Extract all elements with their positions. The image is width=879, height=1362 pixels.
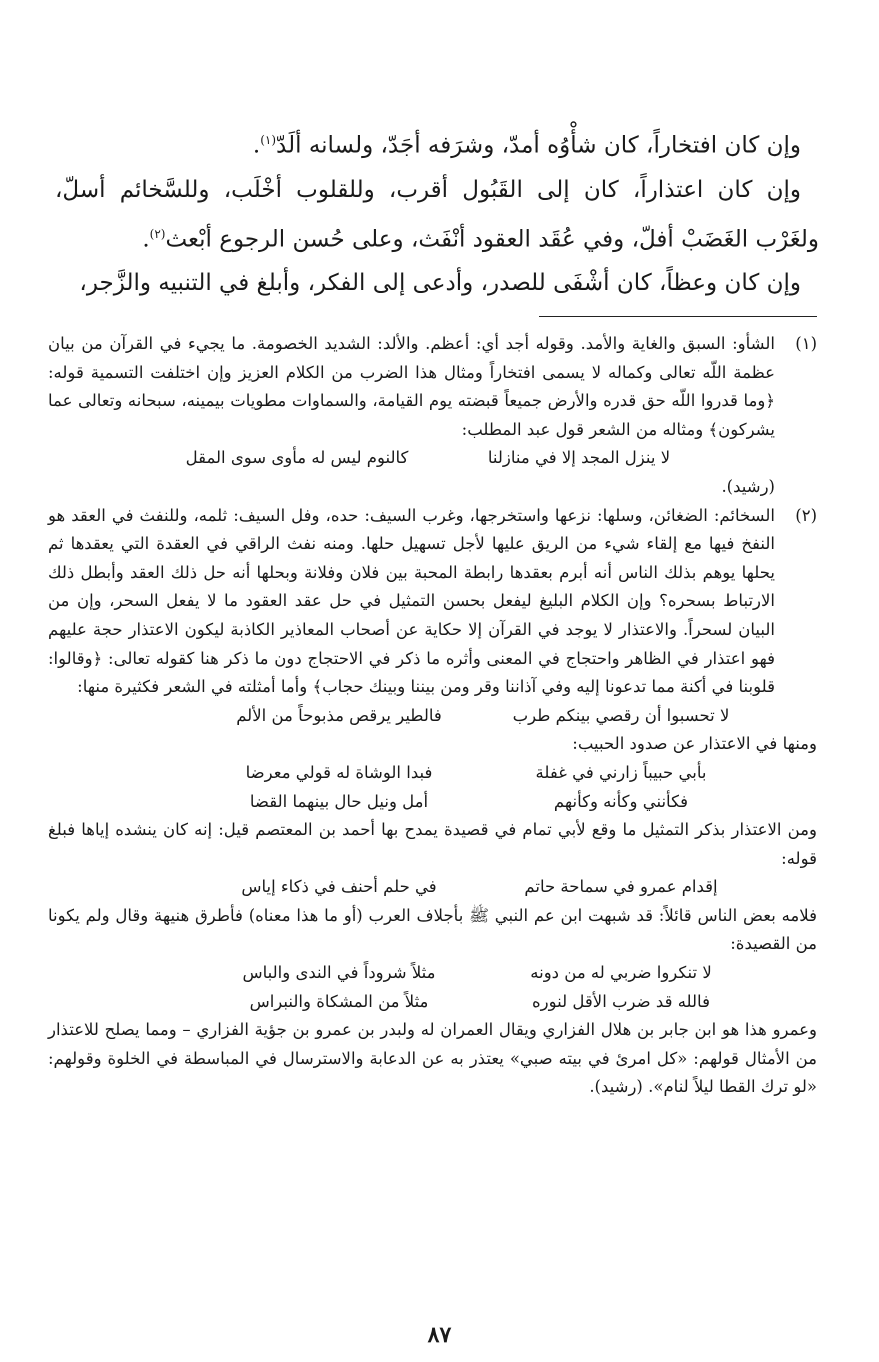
footnote-source: (رشيد). [721, 476, 775, 496]
verse-hemistich: لا تحسبوا أن رقصي بينكم طرب [512, 705, 730, 725]
footnote-separator [539, 316, 817, 317]
verse-hemistich: بأبي حبيباً زارني في غفلة [535, 762, 707, 782]
footnotes [48, 330, 817, 1102]
verse-line [48, 444, 775, 473]
main-text [55, 118, 819, 305]
verse-hemistich: فكأنني وكأنه وكأنهم [553, 791, 689, 811]
verse-hemistich: مثلاً من المشكاة والنبراس [249, 991, 429, 1011]
verse-hemistich: لا تنكروا ضربي له من دونه [530, 963, 712, 983]
verse-hemistich: فبدا الوشاة له قولي معرضا [245, 762, 433, 782]
verse-line [48, 873, 817, 902]
verse-line [48, 988, 817, 1017]
paragraph-pride: وإن كان افتخاراً، كان شأْوُه أمدّ، وشرَفه أجَدّ، ولسانه ألَدّ$^{(١)}$. [252, 132, 801, 159]
verse-line [48, 959, 817, 988]
footnote-text: الشأو: السبق والغاية والأمد. وقوله أجد أي: أعظم. والألد: الشديد الخصومة. ما يجيء في القرآن من بيان عظمة اللّه تعالى وكماله لا يسمى افتخاراً ومثال هذا الضرب من الكلام العزيز وإن اختلفت التسمية قوله: ﴿وما قدروا اللّه حق قدره والأرض جميعاً قبضته يوم القيامة، والسماوات مطويات بيمينه، سبحانه وتعالى عما يشركون﴾ ومثاله من الشعر قول عبد المطلب: [48, 334, 775, 439]
footnote-number: (٢) [795, 505, 817, 525]
paragraph-admonition: وإن كان وعظاً، كان أشْفَى للصدر، وأدعى إلى الفكر، وأبلغ في التنبيه والزَّجر، [79, 270, 801, 297]
footnote-text: السخائم: الضغائن، وسلها: نزعها واستخرجها، وغرب السيف: حده، وفل السيف: ثلمه، وللنفث في العقد هو النفخ فيها مع إلقاء شيء من الريق عليها لأجل تسهيل حلها. ومنه نفث الراقي في العقدة التي يعقدها ثم يحلها يوهم بذلك الناس أنه أبرم بعقدها رابطة المحبة بين فلان وفلانة وبحلها أنه حل ذلك العقد وأبطل ذلك الارتباط بسحره؟ وإن الكلام البليغ ليفعل بحسن التمثيل في حل عقد العقود ما لا يفعل السحر، وإن من البيان لسحراً. والاعتذار لا يوجد في القرآن إلا حكاية عن أصحاب المعاذير الكاذبة ليكون الاعتذار حجة عليهم فهو اعتذار في الظاهر واحتجاج في المعنى وأثره ما ذكر في الاحتجاج دون ما ذكر هنا كقوله تعالى: ﴿وقالوا: قلوبنا في أكنة مما تدعونا إليه وفي آذاننا وقر ومن بيننا وبينك حجاب﴾ وأما أمثلته في الشعر فكثيرة منها: [48, 505, 775, 697]
footnote-ref-2[interactable]: (٢) [149, 226, 166, 241]
footnote-2 [48, 502, 817, 702]
verse-hemistich: في حلم أحنف في ذكاء إياس [241, 877, 437, 897]
footnote-1 [48, 330, 817, 502]
footnote-ref-1[interactable]: (١) [260, 133, 277, 147]
verse-hemistich: أمل ونيل حال بينهما القضا [249, 791, 429, 811]
verse-hemistich: إقدام عمرو في سماحة حاتم [524, 877, 718, 897]
verse-hemistich: كالنوم ليس له مأوى سوى المقل [185, 448, 409, 468]
verse-hemistich: مثلاً شروداً في الندى والباس [242, 963, 436, 983]
paragraph-apology: وإن كان اعتذاراً، كان إلى القَبُول أقرب، وللقلوب أخْلَب، وللسَّخائم أسلّ، ولغَرْب الغَضَبْ أفلّ، وفي عُقَد العقود أنْفَث، وعلى حُسن الرجوع أبْعث$^{(٢)}$. [55, 176, 819, 253]
verse-hemistich: لا ينزل المجد إلا في منازلنا [487, 448, 671, 468]
verse-hemistich: فالله قد ضرب الأقل لنوره [532, 991, 710, 1011]
page-number: ٨٧ [427, 1322, 452, 1348]
footnote-text: ومن الاعتذار بذكر التمثيل ما وقع لأبي تمام في قصيدة يمدح بها أحمد بن المعتصم قيل: إنه كان ينشده إياها فبلغ قوله: [48, 820, 817, 868]
footnote-text: وعمرو هذا هو ابن جابر بن هلال الفزاري ويقال العمران له ولبدر بن عمرو بن جؤية الفزاري – ومما يصلح للاعتذار من الأمثال قولهم: «كل امرئ في بيته صبي» يعتذر به عن الدعابة والاسترسال في المباسطة في الخلوة وقولهم: «لو ترك القطا ليلاً لنام». (رشيد). [48, 1020, 817, 1097]
verse-line [48, 702, 817, 731]
footnote-text: ومنها في الاعتذار عن صدود الحبيب: [572, 734, 817, 754]
footnote-text: فلامه بعض الناس قائلاً: قد شبهت ابن عم النبي ﷺ بأجلاف العرب (أو ما هذا معناه) فأطرق هنيهة وقال ولم يكونا من القصيدة: [48, 905, 817, 954]
footnote-number: (١) [795, 334, 817, 353]
verse-line [48, 788, 817, 817]
verse-hemistich: فالطير يرقص مذبوحاً من الألم [236, 705, 442, 725]
verse-line [48, 759, 817, 788]
